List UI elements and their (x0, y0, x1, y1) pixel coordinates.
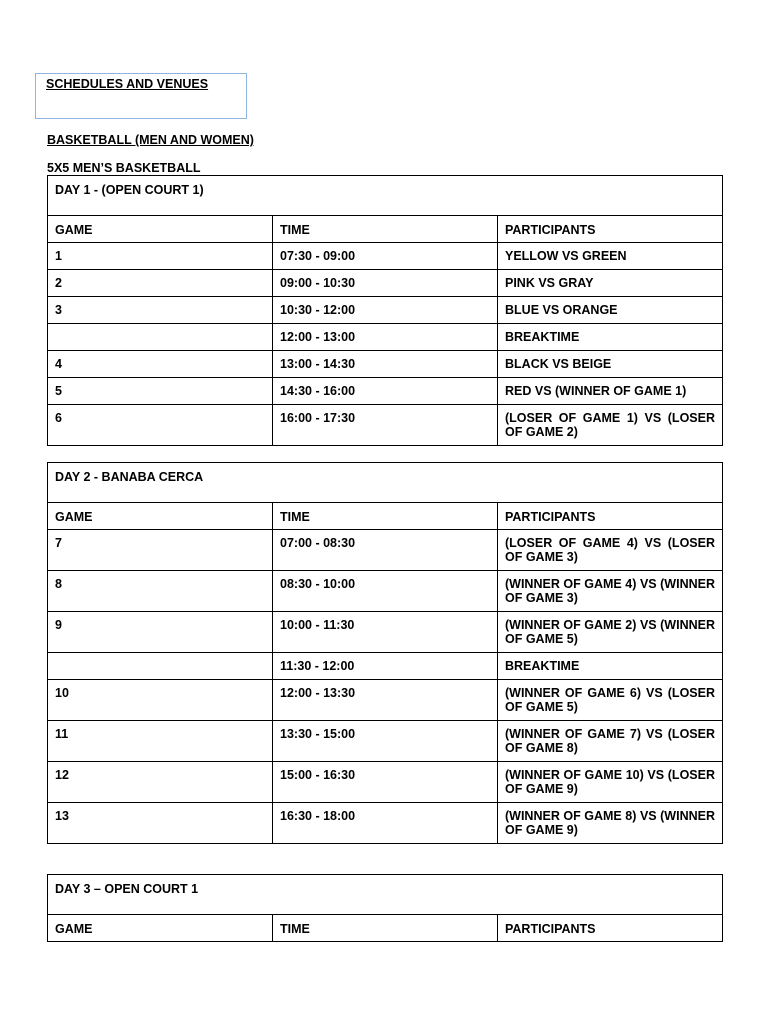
table-row (48, 351, 723, 378)
time-cell: 07:00 - 08:30 (273, 530, 498, 571)
participants-cell: (LOSER OF GAME 4) VS (LOSER OF GAME 3) (498, 530, 723, 571)
game-column-header: GAME (48, 915, 273, 942)
participants-cell: (WINNER OF GAME 7) VS (LOSER OF GAME 8) (498, 721, 723, 762)
sport-title: BASKETBALL (MEN AND WOMEN) (47, 133, 254, 147)
time-cell: 13:30 - 15:00 (273, 721, 498, 762)
participants-cell: (WINNER OF GAME 6) VS (LOSER OF GAME 5) (498, 680, 723, 721)
game-cell: 9 (48, 612, 273, 653)
participants-cell: RED VS (WINNER OF GAME 1) (498, 378, 723, 405)
schedules-heading-box (35, 73, 247, 119)
game-cell: 13 (48, 803, 273, 844)
table-row (48, 762, 723, 803)
time-column-header: TIME (273, 216, 498, 243)
game-cell (48, 324, 273, 351)
time-cell: 13:00 - 14:30 (273, 351, 498, 378)
game-cell: 7 (48, 530, 273, 571)
day-title-row (48, 875, 723, 915)
time-cell: 16:30 - 18:00 (273, 803, 498, 844)
participants-cell: PINK VS GRAY (498, 270, 723, 297)
game-column-header: GAME (48, 503, 273, 530)
participants-cell: BREAKTIME (498, 653, 723, 680)
day-3-schedule-table (47, 874, 723, 942)
day-title: DAY 3 – OPEN COURT 1 (48, 875, 723, 915)
time-cell: 15:00 - 16:30 (273, 762, 498, 803)
table-header-row (48, 915, 723, 942)
day-title: DAY 1 - (OPEN COURT 1) (48, 176, 723, 216)
game-column-header: GAME (48, 216, 273, 243)
day-title: DAY 2 - BANABA CERCA (48, 463, 723, 503)
time-cell: 10:00 - 11:30 (273, 612, 498, 653)
schedules-heading: SCHEDULES AND VENUES (46, 77, 209, 91)
table-row (48, 653, 723, 680)
participants-cell: BLUE VS ORANGE (498, 297, 723, 324)
table-row (48, 530, 723, 571)
category-title: 5X5 MEN’S BASKETBALL (47, 161, 201, 175)
table-header-row (48, 216, 723, 243)
participants-cell: (WINNER OF GAME 4) VS (WINNER OF GAME 3) (498, 571, 723, 612)
time-cell: 12:00 - 13:30 (273, 680, 498, 721)
participants-cell: (WINNER OF GAME 8) VS (WINNER OF GAME 9) (498, 803, 723, 844)
time-cell: 16:00 - 17:30 (273, 405, 498, 446)
day-title-row (48, 176, 723, 216)
game-cell: 3 (48, 297, 273, 324)
participants-cell: (WINNER OF GAME 10) VS (LOSER OF GAME 9) (498, 762, 723, 803)
game-cell: 11 (48, 721, 273, 762)
game-cell: 8 (48, 571, 273, 612)
time-cell: 07:30 - 09:00 (273, 243, 498, 270)
participants-cell: (WINNER OF GAME 2) VS (WINNER OF GAME 5) (498, 612, 723, 653)
table-row (48, 571, 723, 612)
table-row (48, 680, 723, 721)
game-cell: 4 (48, 351, 273, 378)
time-column-header: TIME (273, 503, 498, 530)
table-row (48, 270, 723, 297)
table-row (48, 297, 723, 324)
table-header-row (48, 503, 723, 530)
game-cell: 5 (48, 378, 273, 405)
participants-column-header: PARTICIPANTS (498, 503, 723, 530)
participants-cell: BREAKTIME (498, 324, 723, 351)
game-cell: 12 (48, 762, 273, 803)
participants-cell: YELLOW VS GREEN (498, 243, 723, 270)
table-row (48, 378, 723, 405)
table-row (48, 405, 723, 446)
table-row (48, 243, 723, 270)
game-cell: 10 (48, 680, 273, 721)
time-cell: 12:00 - 13:00 (273, 324, 498, 351)
game-cell: 1 (48, 243, 273, 270)
day-2-schedule-table (47, 462, 723, 844)
table-row (48, 803, 723, 844)
participants-cell: BLACK VS BEIGE (498, 351, 723, 378)
time-cell: 11:30 - 12:00 (273, 653, 498, 680)
participants-column-header: PARTICIPANTS (498, 915, 723, 942)
participants-column-header: PARTICIPANTS (498, 216, 723, 243)
time-cell: 08:30 - 10:00 (273, 571, 498, 612)
time-column-header: TIME (273, 915, 498, 942)
time-cell: 10:30 - 12:00 (273, 297, 498, 324)
game-cell: 2 (48, 270, 273, 297)
game-cell: 6 (48, 405, 273, 446)
time-cell: 09:00 - 10:30 (273, 270, 498, 297)
table-row (48, 721, 723, 762)
participants-cell: (LOSER OF GAME 1) VS (LOSER OF GAME 2) (498, 405, 723, 446)
table-row (48, 612, 723, 653)
table-row (48, 324, 723, 351)
game-cell (48, 653, 273, 680)
time-cell: 14:30 - 16:00 (273, 378, 498, 405)
day-1-schedule-table (47, 175, 723, 446)
day-title-row (48, 463, 723, 503)
